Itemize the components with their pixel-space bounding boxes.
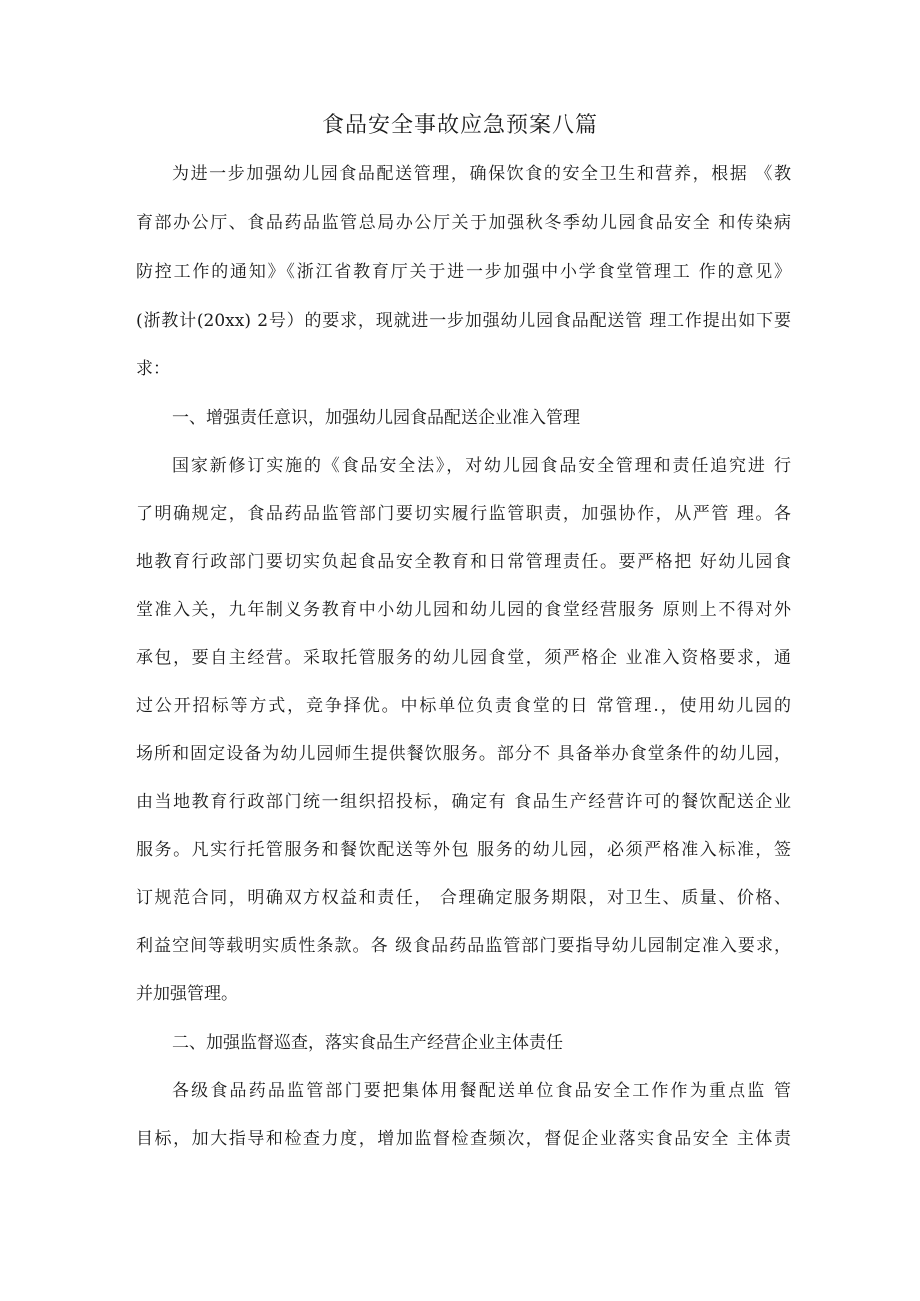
intro-line-4: (浙教计(20xx) 2号）的要求，现就进一步加强幼儿园食品配送管 理工作提出如下要 (136, 311, 791, 331)
section1-line-11: 利益空间等载明实质性条款。各 级食品药品监管部门要指导幼儿园制定准入要求， (136, 936, 791, 956)
intro-line-1: 为进一步加强幼儿园食品配送管理，确保饮食的安全卫生和营养，根据 《教 (172, 164, 791, 184)
section1-heading: 一、增强责任意识，加强幼儿园食品配送企业准入管理 (172, 408, 580, 428)
section2-heading: 二、加强监督巡查，落实食品生产经营企业主体责任 (172, 1033, 563, 1053)
document-title: 食品安全事故应急预案八篇 (321, 113, 598, 138)
section1-line-4: 堂准入关，九年制义务教育中小幼儿园和幼儿园的食堂经营服务 原则上不得对外 (136, 600, 791, 620)
section1-line-12: 并加强管理。 (136, 984, 238, 1004)
section2-line-1: 各级食品药品监管部门要把集体用餐配送单位食品安全工作作为重点监 管 (172, 1081, 791, 1101)
intro-line-2: 育部办公厅、食品药品监管总局办公厅关于加强秋冬季幼儿园食品安全 和传染病 (136, 213, 791, 233)
section1-line-2: 了明确规定，食品药品监管部门要切实履行监管职责，加强协作，从严管 理。各 (136, 504, 791, 524)
section1-line-10: 订规范合同，明确双方权益和责任， 合理确定服务期限，对卫生、质量、价格、 (136, 888, 791, 908)
section1-line-8: 由当地教育行政部门统一组织招投标，确定有 食品生产经营许可的餐饮配送企业 (136, 792, 791, 812)
intro-line-3: 防控工作的通知》《浙江省教育厅关于进一步加强中小学食堂管理工 作的意见》 (136, 262, 791, 282)
section1-line-7: 场所和固定设备为幼儿园师生提供餐饮服务。部分不 具备举办食堂条件的幼儿园， (136, 744, 791, 764)
section1-line-3: 地教育行政部门要切实负起食品安全教育和日常管理责任。要严格把 好幼儿园食 (136, 552, 791, 572)
intro-line-5: 求： (136, 359, 170, 379)
section1-line-9: 服务。凡实行托管服务和餐饮配送等外包 服务的幼儿园，必须严格准入标准，签 (136, 840, 791, 860)
section1-line-6: 过公开招标等方式，竞争择优。中标单位负责食堂的日 常管理.，使用幼儿园的 (136, 696, 791, 716)
section2-line-2: 目标，加大指导和检查力度，增加监督检查频次，督促企业落实食品安全 主体责 (136, 1129, 791, 1149)
section1-line-1: 国家新修订实施的《食品安全法》，对幼儿园食品安全管理和责任追究进 行 (172, 456, 791, 476)
section1-line-5: 承包，要自主经营。采取托管服务的幼儿园食堂，须严格企 业准入资格要求，通 (136, 648, 791, 668)
